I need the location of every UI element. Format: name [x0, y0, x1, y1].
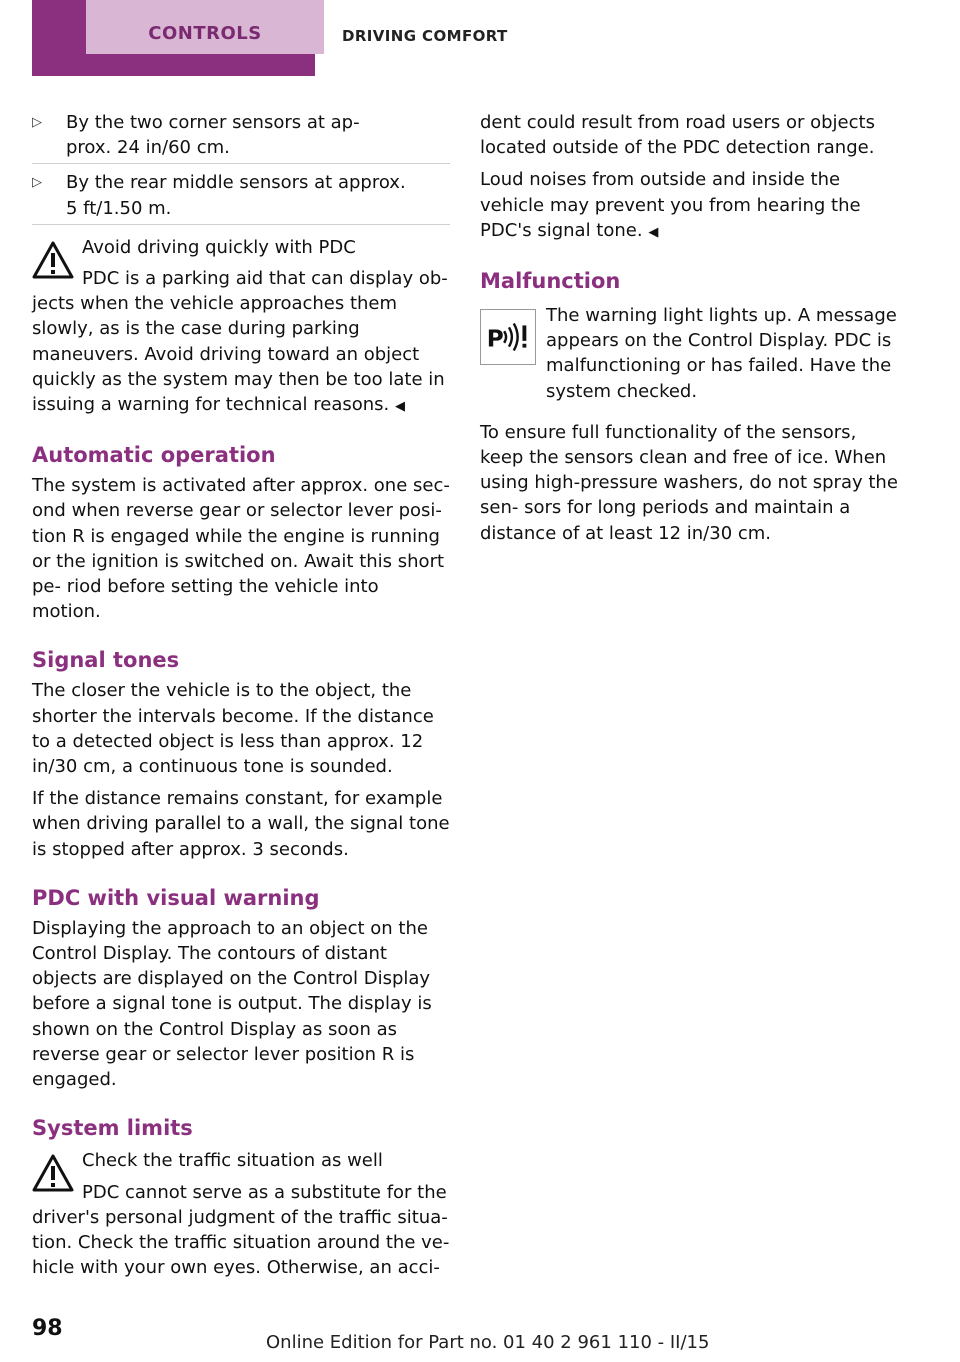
pdc-warning-light-icon: [480, 309, 536, 365]
warning-title: Check the traffic situation as well: [82, 1150, 383, 1172]
bullet-item: [32, 170, 450, 220]
warning-body-text: driver's personal judgment of the traffic situa‐ tion. Check the traffic situation around the ve‐ hicle with your own eyes. Otherwise, an acci‐: [32, 1206, 450, 1279]
heading-signal-tones: Signal tones: [32, 648, 180, 673]
sensor-maintenance-text: To ensure full functionality of the sensors, keep the sensors clean and free of ice. When using high-pressure washers, do not spray the sen‐ sors for long periods and maintain a distance of at least 12 in/30 cm.: [480, 421, 898, 544]
bullet-text-line2: 5 ft/1.50 m.: [66, 197, 172, 219]
bullet-text-line2: prox. 24 in/60 cm.: [66, 137, 230, 159]
warning-body-first-line: PDC cannot serve as a substitute for the: [82, 1181, 447, 1203]
warning-body-text: jects when the vehicle approaches them slowly, as is the case during parking maneuvers. Avoid driving toward an object quickly as the system may then be too late in issuing a warning for technical reasons.: [32, 293, 445, 416]
automatic-operation-text: The system is activated after approx. one sec‐ ond when reverse gear or selector lever posi‐ tion R is engaged while the engine is running or the ignition is switched on. Await this short pe‐ riod before setting the vehicle into motion.: [32, 475, 450, 623]
bullet-triangle-icon: ▷: [32, 175, 42, 191]
bullet-triangle-icon: ▷: [32, 115, 42, 130]
bullet-text-line1: By the two corner sensors at ap‐: [66, 112, 360, 133]
chapter-tab: [32, 0, 315, 76]
bullet-text-line1: By the rear middle sensors at approx.: [66, 172, 406, 194]
bullet-item: [32, 110, 450, 160]
heading-automatic-operation: Automatic operation: [32, 443, 276, 468]
malfunction-text: The warning light lights up. A message appears on the Control Display. PDC is malfunctioning or has failed. Have the system checked.: [546, 305, 897, 402]
page-number: 98: [32, 1316, 63, 1341]
heading-system-limits: System limits: [32, 1116, 193, 1141]
noise-warning-body: Loud noises from outside and inside the vehicle may prevent you from hearing the PDC's signal tone.: [480, 169, 861, 241]
warning-title: Avoid driving quickly with PDC: [82, 236, 356, 258]
malfunction-block: [480, 303, 898, 404]
heading-malfunction: Malfunction: [480, 269, 621, 294]
warning-body-first-line: PDC is a parking aid that can display ob‐: [82, 268, 448, 290]
footer-edition: Online Edition for Part no. 01 40 2 961 110 - II/15: [266, 1332, 710, 1353]
section-title: DRIVING COMFORT: [342, 27, 508, 45]
warning-triangle-icon: [32, 1154, 74, 1192]
chapter-tab-label: CONTROLS: [148, 23, 262, 44]
left-column: [32, 110, 450, 1280]
chapter-tab-label-box: [86, 0, 324, 54]
continued-warning-text: dent could result from road users or objects located outside of the PDC detection range.: [480, 112, 875, 159]
warning-triangle-icon: [32, 241, 74, 279]
end-mark-icon: ◀: [648, 224, 659, 240]
signal-tones-text-2: If the distance remains constant, for example when driving parallel to a wall, the signal tone is stopped after approx. 3 seconds.: [32, 788, 450, 860]
signal-tones-text-1: The closer the vehicle is to the object, the shorter the intervals become. If the distance to a detected object is less than approx. 12 in/30 cm, a continuous tone is sounded.: [32, 680, 434, 778]
noise-warning-text: [480, 167, 898, 245]
svg-text:P: P: [486, 326, 504, 353]
warning-box: [32, 1148, 450, 1280]
right-column: [480, 110, 898, 553]
end-mark-icon: ◀: [394, 399, 405, 415]
visual-warning-text: Displaying the approach to an object on the Control Display. The contours of distant objects are displayed on the Control Display before a signal tone is output. The display is shown on the Control Display as soon as reverse gear or selector lever position R is engaged.: [32, 917, 432, 1091]
warning-box: [32, 235, 450, 419]
heading-pdc-visual-warning: PDC with visual warning: [32, 885, 320, 910]
